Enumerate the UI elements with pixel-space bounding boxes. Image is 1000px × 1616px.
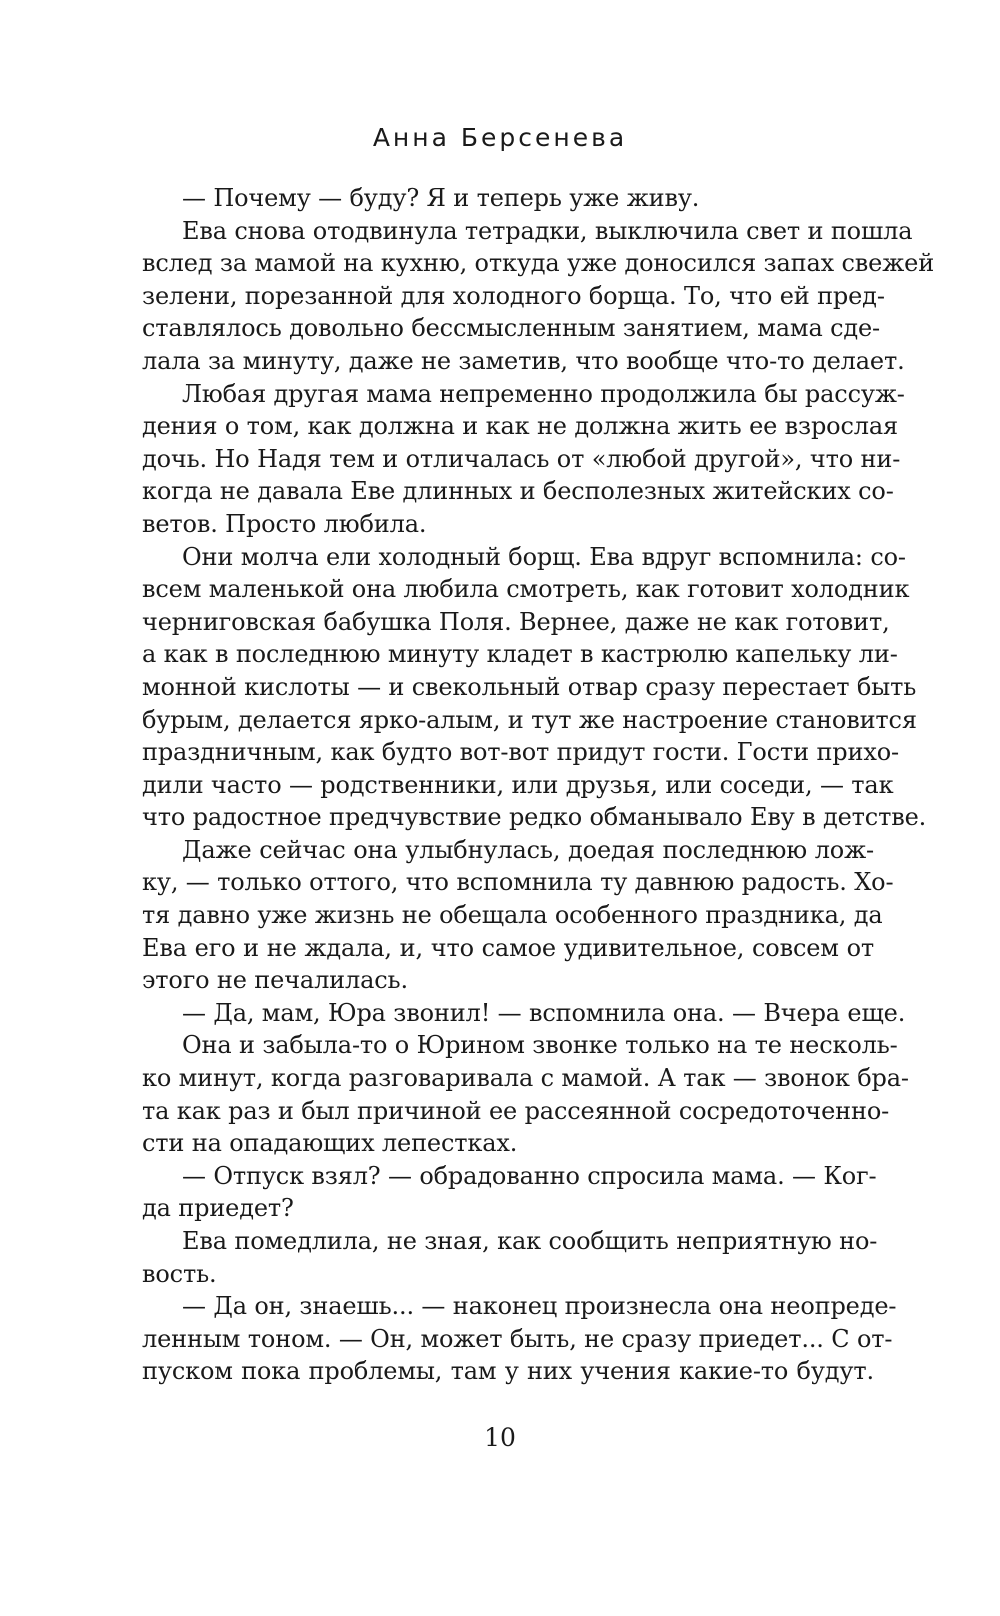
paragraph (142, 215, 935, 378)
text-line: Даже сейчас она улыбнулась, доедая последнюю лож- (182, 835, 874, 864)
text-line: праздничным, как будто вот-вот придут гости. Гости прихо- (142, 738, 900, 767)
text-line: — Почему — буду? Я и теперь уже живу. (182, 184, 700, 212)
paragraph (142, 1290, 897, 1388)
text-line: ку, — только оттого, что вспомнила ту давнюю радость. Хо- (142, 868, 894, 897)
text-line: та как раз и был причиной ее рассеянной сосредоточенно- (142, 1096, 890, 1125)
text-line: вость. (142, 1259, 217, 1288)
text-line: Любая другая мама непременно продолжила бы рассуж- (182, 379, 905, 408)
text-line: тя давно уже жизнь не обещала особенного праздника, да (142, 901, 883, 930)
text-line: да приедет? (142, 1194, 294, 1223)
text-line: Ева его и не ждала, и, что самое удивительное, совсем от (142, 933, 874, 962)
paragraph (142, 1029, 909, 1159)
paragraph (142, 541, 927, 834)
page-number: 10 (484, 1423, 516, 1452)
text-line: всем маленькой она любила смотреть, как готовит холодник (142, 575, 910, 604)
paragraph (142, 1160, 877, 1225)
text-line: — Да он, знаешь... — наконец произнесла она неопреде- (182, 1292, 897, 1321)
text-line: лала за минуту, даже не заметив, что вообще что-то делает. (142, 346, 905, 375)
text-line: сти на опадающих лепестках. (142, 1129, 518, 1158)
running-head-author: Анна Берсенева (372, 123, 628, 152)
text-line: ленным тоном. — Он, может быть, не сразу приедет... С от- (142, 1324, 893, 1353)
paragraph (142, 378, 905, 541)
paragraph (142, 182, 874, 215)
text-line: Они молча ели холодный борщ. Ева вдруг вспомнила: со- (182, 542, 906, 571)
text-line: этого не печалилась. (142, 966, 408, 995)
text-line: что радостное предчувствие редко обманывало Еву в детстве. (142, 803, 927, 832)
text-line: — Отпуск взял? — обрадованно спросила мама. — Ког- (182, 1161, 877, 1190)
text-line: ветов. Просто любила. (142, 509, 427, 538)
text-line: вслед за мамой на кухню, откуда уже доносился запах свежей (142, 249, 935, 278)
paragraph (142, 997, 906, 1030)
text-line: бурым, делается ярко-алым, и тут же настроение становится (142, 705, 917, 734)
text-line: ко минут, когда разговаривала с мамой. А так — звонок бра- (142, 1064, 909, 1093)
text-line: Ева помедлила, не зная, как сообщить неприятную но- (182, 1227, 878, 1255)
text-line: Она и забыла-то о Юрином звонке только на те несколь- (182, 1031, 898, 1060)
text-line: дили часто — родственники, или друзья, или соседи, — так (142, 770, 894, 799)
text-line: дочь. Но Надя тем и отличалась от «любой другой», что ни- (142, 444, 901, 473)
text-line: монной кислоты — и свекольный отвар сразу перестает быть (142, 672, 917, 701)
text-line: черниговская бабушка Поля. Вернее, даже не как готовит, (142, 607, 890, 636)
text-line: дения о том, как должна и как не должна жить ее взрослая (142, 412, 899, 441)
text-line: когда не давала Еве длинных и бесполезных житейских со- (142, 477, 894, 506)
text-line: ставлялось довольно бессмысленным занятием, мама сде- (142, 314, 881, 343)
paragraph (142, 1225, 878, 1290)
text-line: зелени, порезанной для холодного борща. То, что ей пред- (142, 281, 885, 310)
text-line: Ева снова отодвинула тетрадки, выключила свет и пошла (182, 216, 913, 245)
text-line: а как в последнюю минуту кладет в кастрюлю капельку ли- (142, 640, 898, 669)
paragraph (142, 834, 894, 997)
text-line: — Да, мам, Юра звонил! — вспомнила она. — Вчера еще. (182, 998, 906, 1027)
body-text (142, 182, 935, 1388)
text-line: пуском пока проблемы, там у них учения какие-то будут. (142, 1357, 874, 1386)
